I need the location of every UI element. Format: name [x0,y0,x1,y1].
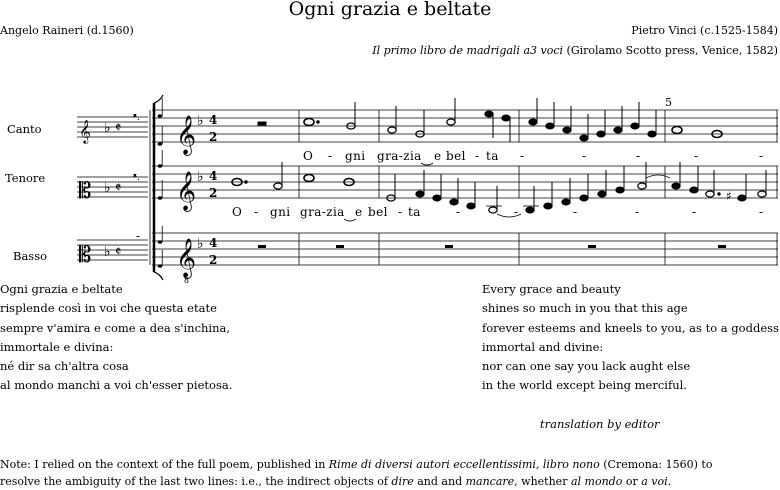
time-sig-icon-3: 4 [209,236,218,250]
c-clef-icon-3: 𝄡 [79,243,92,268]
source-publisher: (Girolamo Scotto press, Venice, 1582) [563,44,778,57]
lyric-hyphen: - [398,205,403,219]
note-text: Note: I relied on the context of the full poem, published in [0,458,329,471]
lyric-hyphen: - [694,149,699,163]
c-clef-icon: 𝄡 [79,179,92,204]
treble-clef-icon-modern-2: 𝄞 [176,171,197,211]
key-flat-icon-2: ♭ [197,169,204,185]
poem-line-it: al mondo manchi a voi ch'esser pietosa. [0,378,233,393]
lyric-hyphen: - [759,149,764,163]
poem-line-en: in the world except being merciful. [482,378,687,393]
basso-rests [258,245,726,248]
lyric-syllable: O [232,205,243,219]
key-flat-icon: ♭ [197,113,204,129]
whole-rest-icon [258,122,266,125]
treble-8-clef-icon: 𝄞 [176,238,197,278]
lyric-hyphen: - [692,205,697,219]
cut-time-icon: 𝄵 [115,120,122,136]
treble-clef-icon: 𝄞 [79,119,91,143]
time-sig-icon-2b: 2 [209,186,218,200]
dotted-rest-icon: 𝄺. [133,112,140,123]
lyric-hyphen: - [582,149,587,163]
poem-line-en: Every grace and beauty [482,282,621,296]
lyric-syllable: ta [408,205,421,219]
note-term: a voi [641,475,668,488]
lyric-hyphen: - [254,205,259,219]
voice-label-tenore: Tenore [5,171,46,185]
lyric-hyphen: - [514,205,519,219]
time-sig-icon-2: 4 [209,169,218,183]
sharp-icon: ♯ [726,189,732,203]
dotted-rest-icon-2: 𝄺. [133,172,140,183]
lyric-hyphen: - [475,149,480,163]
time-sig-icon: 4 [209,113,218,127]
page-title: Ogni grazia e beltate [288,0,492,20]
lyric-syllable: O [303,149,314,163]
poem-line-it: né dir sa ch'altra cosa [0,359,129,374]
note-text: , whether [514,475,571,488]
system-bracket [150,95,163,280]
lyric-hyphen: - [636,149,641,163]
lyric-syllable: e [434,149,442,163]
staff-basso [152,233,778,265]
note-line-2 [0,473,712,490]
note-term: dire [391,475,414,488]
voice-label-canto: Canto [7,122,42,136]
octave-marker-icon: 8 [184,276,190,285]
lyric-hyphen: - [759,205,764,219]
flat-icon-3: ♭ [104,244,111,260]
composer-credit: Pietro Vinci (c.1525-1584) [631,24,778,37]
lyric-syllable: e [355,205,363,219]
lyric-syllable: gni [270,205,291,219]
poem-line-it: sempre v'amira e come a dea s'inchina, [0,320,231,335]
treble-clef-icon-modern: 𝄞 [176,115,197,155]
rest-icon-3: 𝄻 [136,234,140,245]
lyric-syllable: ta [486,149,499,163]
poem-english [482,280,779,396]
poem-line-it: risplende così in voi che questa etate [0,301,217,316]
lyric-syllable: bel [446,149,466,163]
staff-canto [152,110,778,142]
lyric-syllable: gra-zia [377,149,422,163]
voice-label-basso: Basso [13,249,48,263]
measure-number: 5 [665,96,672,109]
cut-time-icon-3: 𝄵 [115,244,122,260]
poem-line-en: forever esteems and kneels to you, as to a goddess [482,320,779,335]
poem-line-en: nor can one say you lack aught else [482,359,691,374]
lyric-hyphen: - [328,149,333,163]
time-sig-icon-3b: 2 [209,253,218,267]
lyric-syllable: gra-zia [300,205,345,219]
key-flat-icon-3: ♭ [197,236,204,252]
poem-line-en: immortal and divine: [482,339,604,354]
lyric-hyphen: - [520,149,525,163]
source-title: Il primo libro de madrigali a3 voci [372,44,564,57]
note-term: al mondo [570,475,623,488]
note-text: . [667,475,672,488]
poem-line-it: Ogni grazia e beltate [0,282,123,296]
poem-italian [0,280,232,396]
lyric-hyphen: - [456,205,461,219]
poem-line-en: shines so much in you that this age [482,301,688,316]
time-sig-icon-b: 2 [209,130,218,144]
barlines [299,110,777,265]
canto-notes [258,98,722,142]
note-text: or [622,475,642,488]
lyric-hyphen: - [573,205,578,219]
note-source-title: Rime di diversi autori eccellentissimi, libro nono [328,458,600,471]
editor-note [0,456,712,490]
lyric-syllable: bel [368,205,388,219]
translation-credit: translation by editor [540,417,660,431]
note-text: resolve the ambiguity of the last two lines: i.e., the indirect objects of [0,475,392,488]
note-line-1 [0,456,712,473]
lyric-hyphen: - [635,205,640,219]
note-term: mancare [465,475,515,488]
incipit-notes-small [158,98,163,268]
lyric-syllable: gni [345,149,366,163]
note-text: (Cremona: 1560) to [599,458,713,471]
cut-time-icon-2: 𝄵 [115,180,122,196]
flat-icon: ♭ [104,120,111,136]
poem-line-it: immortale e divina: [0,339,114,354]
note-text: and and [413,475,466,488]
poet-credit: Angelo Raineri (d.1560) [0,24,134,37]
flat-icon-2: ♭ [104,180,111,196]
